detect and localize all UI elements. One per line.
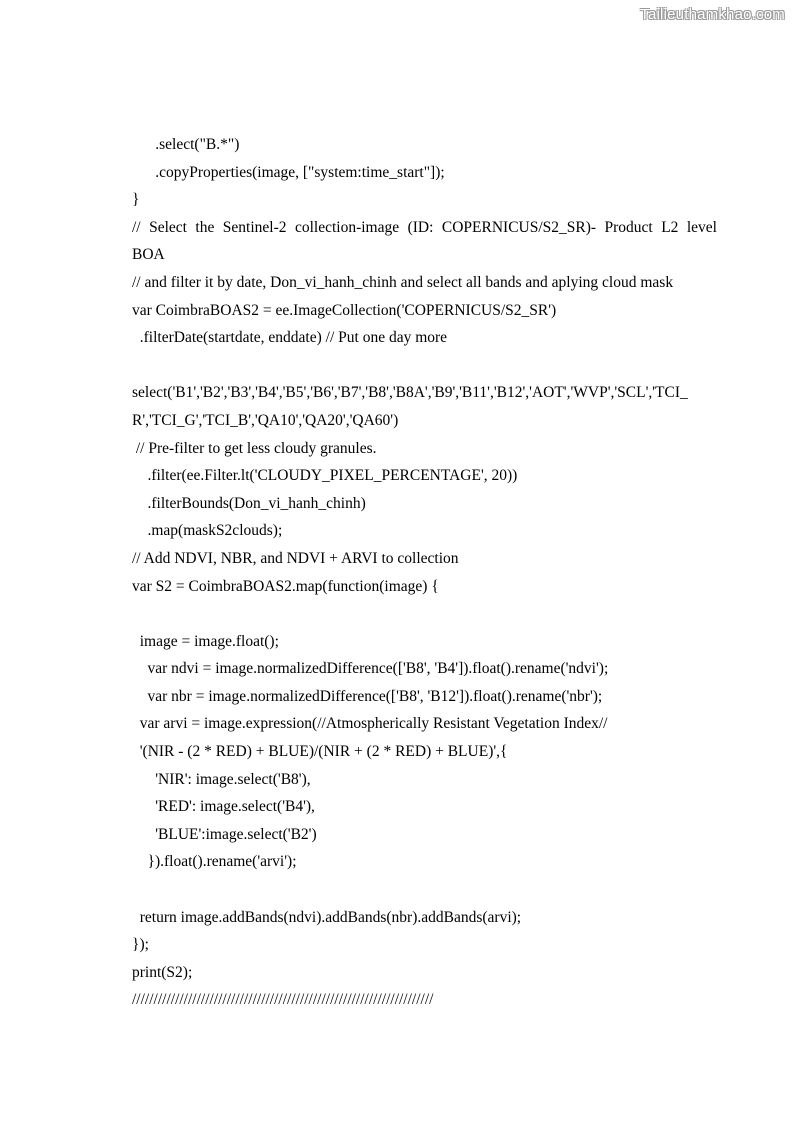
code-line-22: var arvi = image.expression(//Atmospherically Resistant Vegetation Index// — [132, 715, 608, 733]
code-line-25: 'RED': image.select('B4'), — [132, 798, 315, 816]
code-line-19: image = image.float(); — [132, 632, 279, 650]
code-line-6: // and filter it by date, Don_vi_hanh_chinh and select all bands and aplying cloud mask — [132, 273, 674, 291]
code-line-28 — [132, 876, 717, 904]
code-line-18 — [132, 600, 717, 628]
code-line-2: .copyProperties(image, ["system:time_start"]); — [132, 163, 445, 181]
code-line-24: 'NIR': image.select('B8'), — [132, 770, 311, 788]
code-line-31: print(S2); — [132, 963, 193, 981]
code-line-7: var CoimbraBOAS2 = ee.ImageCollection('COPERNICUS/S2_SR') — [132, 301, 557, 319]
code-line-26: 'BLUE':image.select('B2') — [132, 825, 317, 843]
watermark: Tailieuthamkhao.com — [640, 6, 785, 23]
code-line-3: } — [132, 191, 140, 209]
code-line-21: var nbr = image.normalizedDifference(['B8', 'B12']).float().rename('nbr'); — [132, 687, 603, 705]
code-line-10: select('B1','B2','B3','B4','B5','B6','B7','B8','B8A','B9','B11','B12','AOT','WVP','SCL','TCI_ — [132, 384, 688, 402]
code-line-12: // Pre-filter to get less cloudy granules. — [132, 439, 377, 457]
code-line-9 — [132, 352, 717, 380]
code-line-1: .select("B.*") — [132, 136, 240, 153]
code-line-4: // Select the Sentinel-2 collection-image (ID: COPERNICUS/S2_SR)- Product L2 level — [132, 218, 717, 236]
code-line-13: .filter(ee.Filter.lt('CLOUDY_PIXEL_PERCENTAGE', 20)) — [132, 467, 518, 485]
code-line-5: BOA — [132, 246, 165, 264]
code-line-16: // Add NDVI, NBR, and NDVI + ARVI to collection — [132, 549, 459, 567]
code-line-20: var ndvi = image.normalizedDifference(['B8', 'B4']).float().rename('ndvi'); — [132, 660, 609, 678]
code-listing — [132, 131, 717, 1014]
code-line-32: ////////////////////////////////////////////////////////////////////// — [132, 991, 434, 1009]
code-line-23: '(NIR - (2 * RED) + BLUE)/(NIR + (2 * RED) + BLUE)',{ — [132, 743, 508, 761]
code-line-30: }); — [132, 936, 149, 954]
code-line-17: var S2 = CoimbraBOAS2.map(function(image) { — [132, 577, 439, 595]
code-line-11: R','TCI_G','TCI_B','QA10','QA20','QA60') — [132, 411, 399, 429]
code-line-15: .map(maskS2clouds); — [132, 522, 283, 540]
code-line-14: .filterBounds(Don_vi_hanh_chinh) — [132, 494, 366, 512]
code-line-29: return image.addBands(ndvi).addBands(nbr).addBands(arvi); — [132, 908, 522, 926]
code-line-27: }).float().rename('arvi'); — [132, 853, 297, 871]
code-line-8: .filterDate(startdate, enddate) // Put one day more — [132, 329, 448, 347]
